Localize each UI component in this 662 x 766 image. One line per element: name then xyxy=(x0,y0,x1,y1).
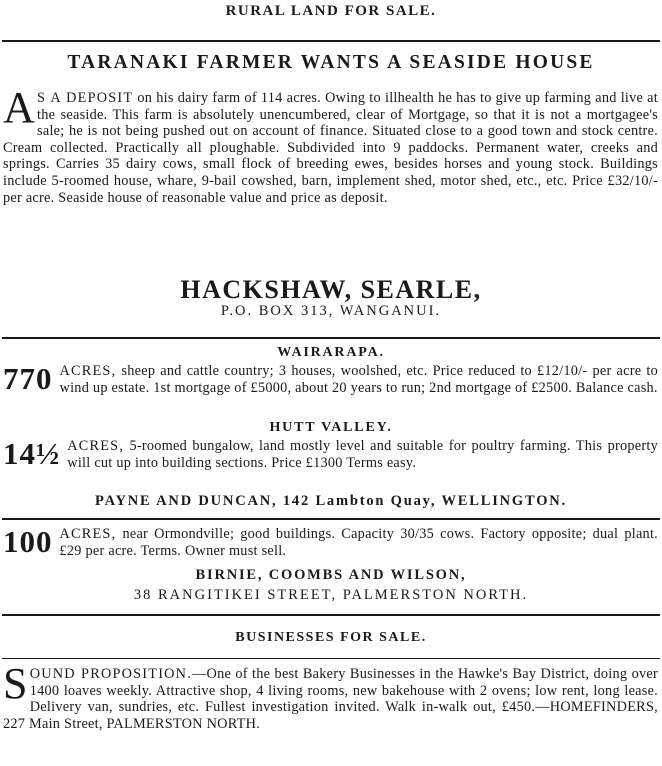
ad2-listing-770 xyxy=(3,363,658,396)
ad3-agent: BIRNIE, COOMBS AND WILSON, xyxy=(195,567,467,583)
businesses-title: BUSINESSES FOR SALE. xyxy=(235,630,427,645)
ad3-listing-100 xyxy=(3,526,658,559)
businesses-ad xyxy=(3,659,658,732)
ad2-lead-1: ACRES, xyxy=(59,363,117,379)
ad1-address: P.O. BOX 313, WANGANUI. xyxy=(220,303,442,319)
ad1-headline: TARANAKI FARMER WANTS A SEASIDE HOUSE xyxy=(67,52,595,73)
ad2-listing-14 xyxy=(3,438,658,471)
businesses-dropcap: S xyxy=(3,659,28,708)
divider xyxy=(2,40,660,42)
ad1-agent: HACKSHAW, SEARLE, xyxy=(180,275,482,304)
ad3-lead: ACRES, xyxy=(59,526,117,542)
divider xyxy=(2,337,660,339)
page-title: RURAL LAND FOR SALE. xyxy=(225,3,437,19)
divider xyxy=(2,658,660,659)
divider xyxy=(2,614,660,616)
ad2-text-1: sheep and cattle country; 3 houses, woolshed, etc. Price reduced to £12/10/- per acre to wind up estate. 1st mortgage of £5000, about 20 years to run; 2nd mortgage of £2500. Balance cash. xyxy=(59,363,659,396)
ad1-dropcap: A xyxy=(3,83,36,132)
ad2-lead-2: ACRES, xyxy=(67,438,125,454)
ad2-acreage-770: 770 xyxy=(3,361,53,396)
ad2-acreage-14: 14½ xyxy=(3,436,61,471)
ad2-text-2: 5-roomed bungalow, land mostly level and suitable for poultry farming. This property will cut up into building sections. Price £1300 Terms easy. xyxy=(67,438,658,471)
businesses-text: —One of the best Bakery Businesses in the Hawke's Bay District, doing over 1400 loaves weekly. Attractive shop, 4 living rooms, new bakehouse with 2 ovens; low rent, long lease. Delivery van, sundries, etc. Fullest investigation invited. Walk in-walk out, £450.—HOMEFINDERS, 227 Main Street, PALMERSTON NORTH. xyxy=(3,666,658,732)
divider xyxy=(2,518,660,520)
ad1-body xyxy=(3,83,659,206)
ad1-text: on his dairy farm of 114 acres. Owing to illhealth he has to give up farming and live at the seaside. This farm is absolutely unencumbered, clear of Mortgage, so that it is not a mortgagee's sale; he is not being pushed out on account of finance. Situated close to a good town and stock centre. Cream collected. Practically all ploughable. Subdivided into 9 paddocks. Permanent water, creeks and springs. Carries 35 dairy cows, small flock of breeding ewes, besides horses and young stock. Buildings include 5-roomed house, whare, 9-bail cowshed, barn, implement shed, motor shed, etc., etc. Price £32/10/- per acre. Seaside house of reasonable value and price as deposit. xyxy=(3,90,659,206)
ad2-region-hutt-valley: HUTT VALLEY. xyxy=(269,420,393,435)
ad3-acreage-100: 100 xyxy=(3,524,53,559)
ad2-agent: PAYNE AND DUNCAN, 142 Lambton Quay, WELLINGTON. xyxy=(94,493,567,509)
ad3-text: near Ormondville; good buildings. Capacity 30/35 cows. Factory opposite; dual plant. £29 per acre. Terms. Owner must sell. xyxy=(59,526,658,559)
ad3-address: 38 RANGITIKEI STREET, PALMERSTON NORTH. xyxy=(133,587,529,603)
businesses-lead: OUND PROPOSITION. xyxy=(29,666,192,682)
ad1-lead: S A DEPOSIT xyxy=(37,90,134,106)
ad2-region-wairarapa: WAIRARAPA. xyxy=(277,345,385,360)
